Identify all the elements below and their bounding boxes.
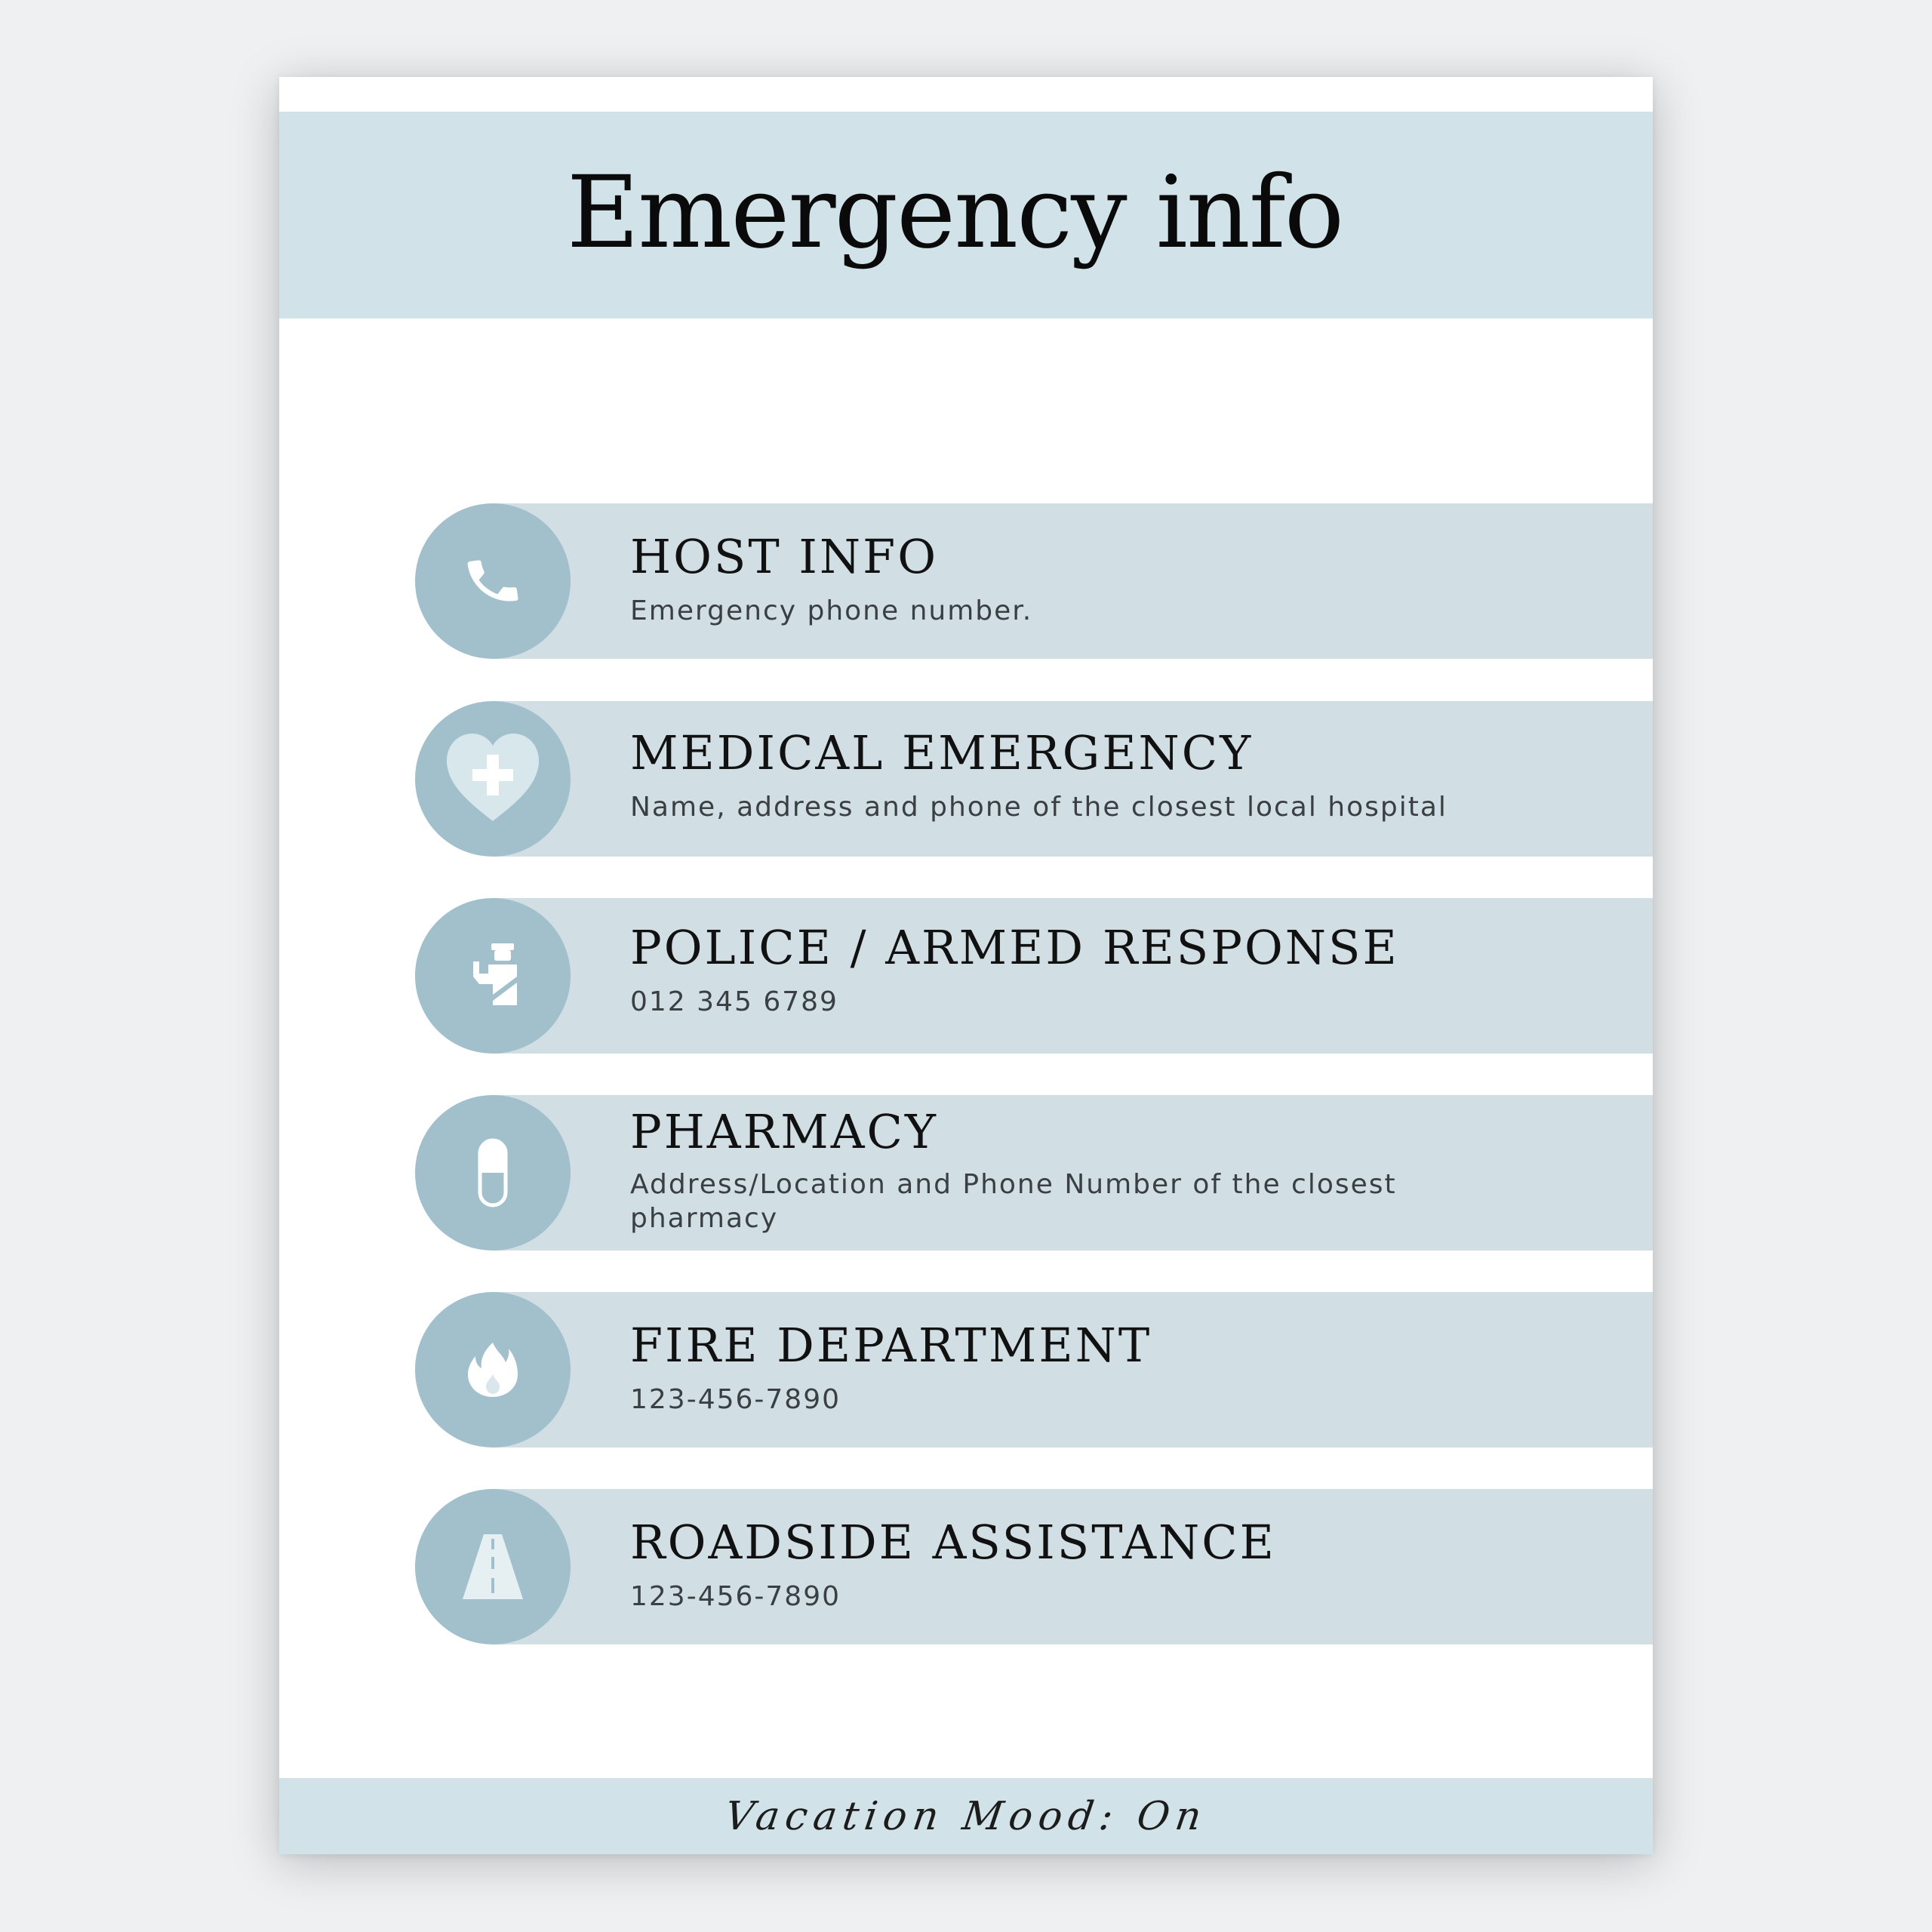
row-detail: 123-456-7890: [630, 1581, 841, 1612]
row-detail: Emergency phone number.: [630, 595, 1033, 626]
document-page: [279, 77, 1653, 1854]
header-band: [279, 112, 1653, 318]
row-title: HOST INFO: [630, 529, 939, 584]
page-title: Emergency info: [566, 155, 1343, 271]
heart-medical-icon: [415, 701, 571, 857]
list-item-police: [415, 898, 1653, 1054]
list-item-medical-emergency: [415, 701, 1653, 857]
fire-icon: [415, 1292, 571, 1447]
row-detail: 012 345 6789: [630, 986, 838, 1017]
pill-capsule-icon: [415, 1095, 571, 1251]
row-title: FIRE DEPARTMENT: [630, 1318, 1152, 1373]
footer-band: [279, 1778, 1653, 1854]
row-detail: Address/Location and Phone Number of the closest pharmacy: [630, 1169, 1397, 1234]
row-title: ROADSIDE ASSISTANCE: [630, 1515, 1276, 1570]
police-officer-icon: [415, 898, 571, 1054]
row-title: POLICE / ARMED RESPONSE: [630, 920, 1399, 975]
row-title: PHARMACY: [630, 1104, 938, 1159]
list-item-host-info: [415, 503, 1653, 659]
list-item-fire-department: [415, 1292, 1653, 1447]
row-detail: 123-456-7890: [630, 1384, 841, 1415]
row-detail: Name, address and phone of the closest local hospital: [630, 792, 1447, 823]
road-icon: [415, 1489, 571, 1644]
tagline: Vacation Mood: On: [721, 1793, 1211, 1839]
phone-icon: [415, 503, 571, 659]
list-item-pharmacy: [415, 1095, 1653, 1251]
list-item-roadside-assistance: [415, 1489, 1653, 1644]
row-title: MEDICAL EMERGENCY: [630, 725, 1254, 780]
